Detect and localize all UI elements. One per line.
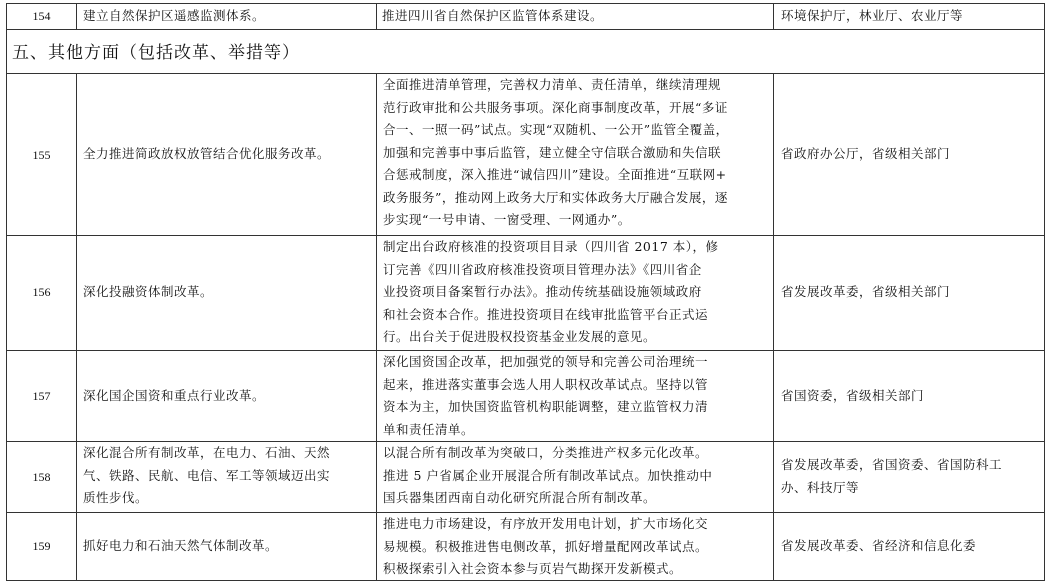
detail-line: 政务服务”，推动网上政务大厅和实体政务大厅融合发展，逐 bbox=[383, 189, 728, 205]
detail-line: 国兵器集团西南自动化研究所混合所有制改革。 bbox=[383, 490, 657, 505]
detail-line: 步实现“一号申请、一窗受理、一网通办”。 bbox=[383, 212, 631, 227]
task-line: 质性步伐。 bbox=[83, 490, 149, 505]
task-line: 气、铁路、民航、电信、军工等领域迈出实 bbox=[83, 467, 331, 483]
task-cell: 建立自然保护区遥感监测体系。 bbox=[83, 8, 266, 23]
task-cell bbox=[83, 442, 330, 510]
row-number: 158 bbox=[32, 470, 51, 484]
row-number: 159 bbox=[32, 539, 51, 553]
department-cell: 省政府办公厅，省级相关部门 bbox=[781, 146, 951, 161]
col-divider bbox=[1044, 29, 1045, 74]
col-divider bbox=[76, 73, 77, 581]
row-number: 154 bbox=[32, 9, 51, 23]
detail-line: 加强和完善事中事后监管，建立健全守信联合激励和失信联 bbox=[383, 144, 722, 160]
task-cell: 深化投融资体制改革。 bbox=[83, 284, 214, 299]
department-cell: 省发展改革委，省级相关部门 bbox=[781, 284, 951, 299]
row-number: 157 bbox=[32, 389, 51, 403]
section-title: 五、其他方面（包括改革、举措等） bbox=[12, 43, 300, 63]
table-border-top bbox=[6, 3, 1044, 4]
row-number: 156 bbox=[32, 285, 51, 299]
detail-line: 以混合所有制改革为突破口，分类推进产权多元化改革。 bbox=[383, 445, 709, 460]
department-cell: 省国资委，省级相关部门 bbox=[781, 388, 925, 403]
detail-cell bbox=[383, 236, 719, 349]
department-line: 办、科技厅等 bbox=[781, 479, 860, 495]
detail-cell bbox=[383, 442, 712, 510]
col-divider bbox=[773, 73, 774, 581]
col-divider bbox=[6, 29, 7, 74]
detail-line: 行。出台关于促进股权投资基金业发展的意见。 bbox=[383, 329, 657, 344]
detail-line: 合惩戒制度，深入推进“诚信四川”建设。全面推进“互联网+ bbox=[383, 167, 727, 182]
col-divider bbox=[76, 3, 77, 30]
detail-cell bbox=[383, 74, 729, 232]
detail-line: 起来，推进落实董事会选人用人职权改革试点。坚持以管 bbox=[383, 376, 709, 392]
task-cell: 深化国企国资和重点行业改革。 bbox=[83, 388, 266, 403]
detail-cell: 推进四川省自然保护区监管体系建设。 bbox=[382, 8, 604, 23]
detail-line: 范行政审批和公共服务事项。深化商事制度改革，开展“多证 bbox=[383, 99, 728, 115]
detail-line: 推进 5 户省属企业开展混合所有制改革试点。加快推动中 bbox=[383, 467, 713, 483]
detail-line: 积极探索引入社会资本参与页岩气勘探开发新模式。 bbox=[383, 561, 683, 576]
detail-line: 单和责任清单。 bbox=[383, 421, 475, 437]
detail-line: 订完善《四川省政府核准投资项目管理办法》《四川省企 bbox=[383, 261, 702, 277]
col-divider bbox=[773, 3, 774, 30]
department-line: 省发展改革委，省国资委、省国防科工 bbox=[781, 457, 1003, 472]
detail-line: 深化国资国企改革，把加强党的领导和完善公司治理统一 bbox=[383, 354, 709, 369]
detail-line: 推进电力市场建设，有序放开发用电计划，扩大市场化交 bbox=[383, 516, 709, 531]
col-divider bbox=[376, 73, 377, 581]
row-number: 155 bbox=[32, 148, 51, 162]
department-cell bbox=[781, 454, 1002, 499]
col-divider bbox=[1044, 3, 1045, 30]
detail-line: 制定出台政府核准的投资项目目录（四川省 2017 本），修 bbox=[383, 239, 719, 254]
task-line: 深化混合所有制改革，在电力、石油、天然 bbox=[83, 445, 331, 460]
detail-line: 业投资项目备案暂行办法》。推动传统基础设施领域政府 bbox=[383, 284, 702, 299]
detail-line: 合一、一照一码”试点。实现“双随机、一公开”监管全覆盖， bbox=[383, 122, 729, 137]
detail-line: 资本为主，加快国资监管机构职能调整，建立监管权力清 bbox=[383, 399, 709, 414]
task-cell: 抓好电力和石油天然气体制改革。 bbox=[83, 538, 279, 553]
department-cell: 省发展改革委、省经济和信息化委 bbox=[781, 538, 977, 553]
detail-line: 易规模。积极推进售电侧改革，抓好增量配网改革试点。 bbox=[383, 538, 709, 554]
task-cell: 全力推进简政放权放管结合优化服务改革。 bbox=[83, 146, 331, 161]
row-divider bbox=[6, 29, 1044, 30]
detail-cell bbox=[383, 351, 708, 441]
detail-line: 全面推进清单管理，完善权力清单、责任清单，继续清理规 bbox=[383, 77, 722, 92]
detail-cell bbox=[383, 513, 708, 581]
department-cell: 环境保护厅，林业厅、农业厅等 bbox=[781, 8, 964, 23]
detail-line: 和社会资本合作。推进投资项目在线审批监管平台正式运 bbox=[383, 306, 709, 322]
col-divider bbox=[376, 3, 377, 30]
col-divider bbox=[1044, 73, 1045, 581]
